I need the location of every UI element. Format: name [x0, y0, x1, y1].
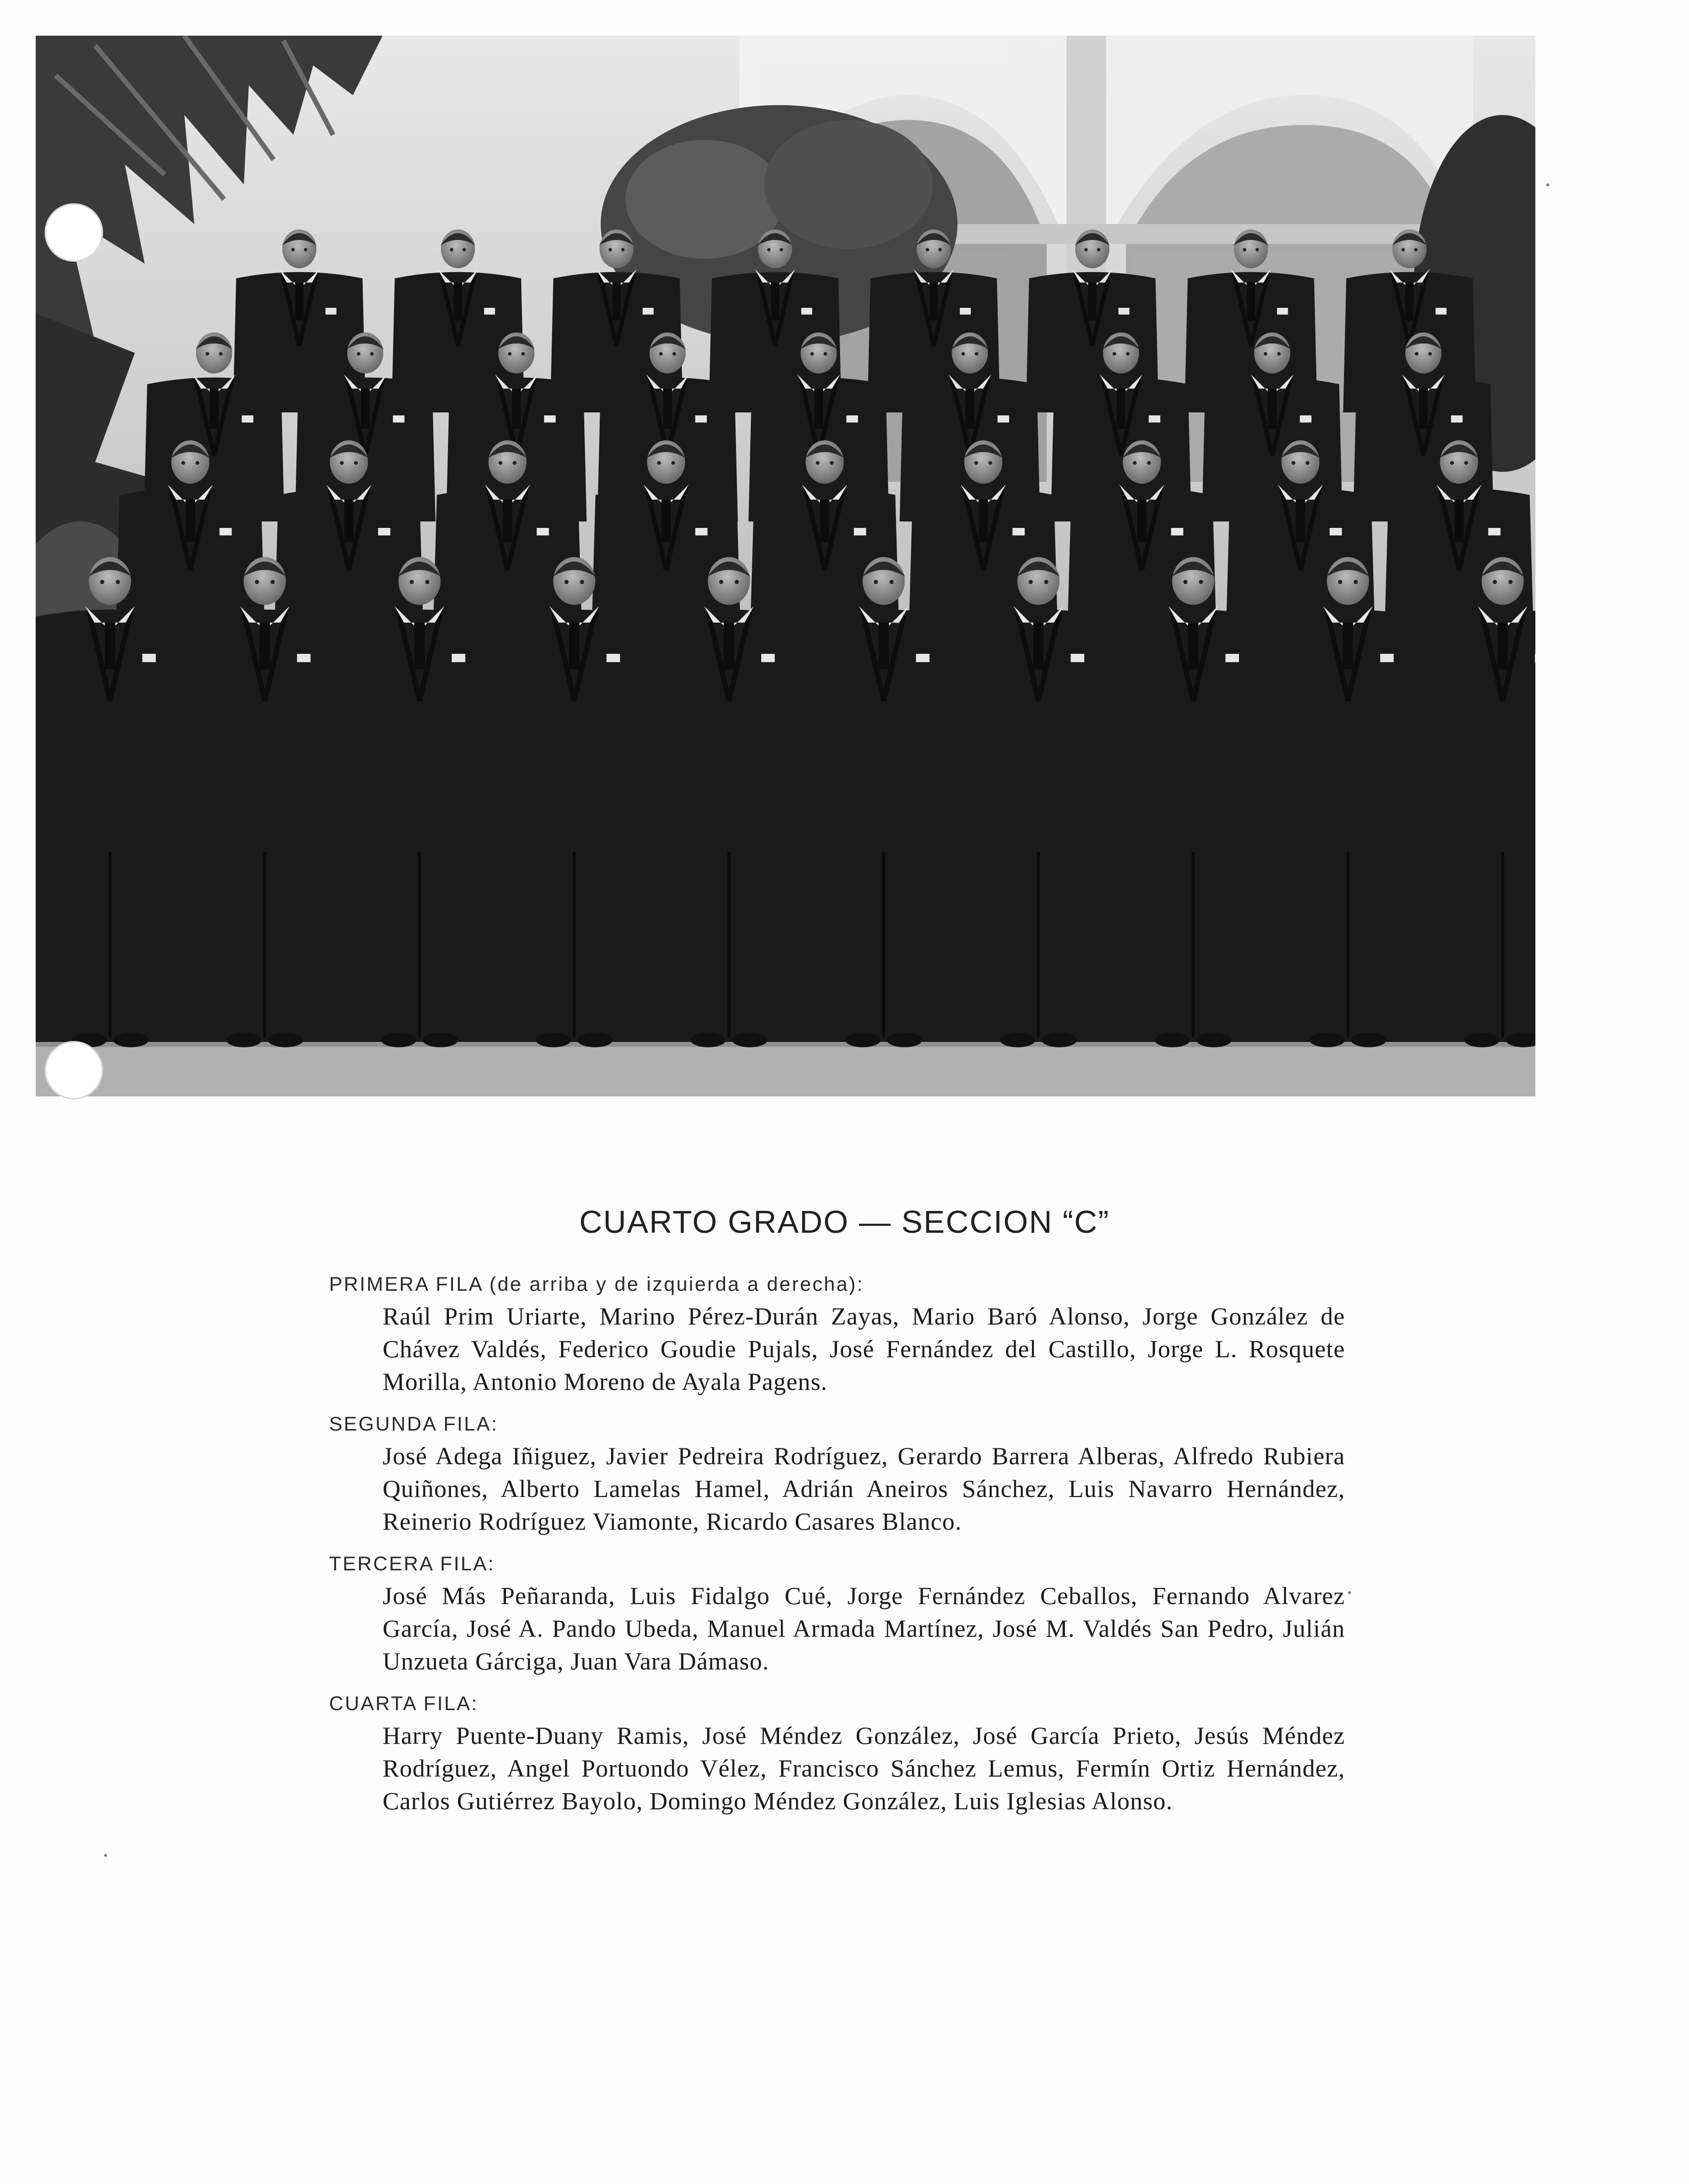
- row-heading: PRIMERA FILA (de arriba y de izquierda a derecha):: [329, 1273, 864, 1295]
- row-names: Raúl Prim Uriarte, Marino Pérez-Durán Zayas, Mario Baró Alonso, Jorge González de Chávez Valdés, Federico Goudie Pujals, José Fernández del Castillo, Jorge L. Rosquete Morilla, Antonio Moreno de Ayala Pagens.: [383, 1302, 1345, 1395]
- student-group: [36, 230, 1535, 1047]
- student: [1111, 557, 1275, 1047]
- scan-speck: [104, 1854, 107, 1857]
- row-heading: SEGUNDA FILA:: [329, 1413, 499, 1435]
- row-section-tercera: [329, 1549, 1345, 1677]
- row-section-cuarta: [329, 1688, 1345, 1817]
- punch-hole: [45, 1041, 103, 1099]
- student: [338, 557, 502, 1047]
- photograph-drawing: [36, 36, 1535, 1096]
- student: [802, 557, 966, 1047]
- class-photograph: [36, 36, 1535, 1096]
- scan-speck: [1546, 183, 1549, 186]
- student: [36, 557, 192, 1047]
- student-row: [36, 557, 1535, 1047]
- student: [1421, 557, 1535, 1047]
- row-names: José Adega Iñiguez, Javier Pedreira Rodríguez, Gerardo Barrera Alberas, Alfredo Rubiera Quiñones, Alberto Lamelas Hamel, Adrián Aneiros Sánchez, Luis Navarro Hernández, Reinerio Rodríguez Viamonte, Ricardo Casares Blanco.: [383, 1442, 1345, 1535]
- student: [1266, 557, 1430, 1047]
- student: [183, 557, 347, 1047]
- row-section-segunda: [329, 1409, 1345, 1538]
- row-section-primera: [329, 1269, 1345, 1398]
- row-heading: CUARTA FILA:: [329, 1693, 479, 1715]
- student: [492, 557, 656, 1047]
- caption-body: [329, 1269, 1345, 1828]
- row-heading: TERCERA FILA:: [329, 1553, 495, 1575]
- caption-title: CUARTO GRADO — SECCION “C”: [579, 1204, 1110, 1240]
- punch-hole: [45, 203, 103, 262]
- row-names: Harry Puente-Duany Ramis, José Méndez González, José García Prieto, Jesús Méndez Rodríguez, Angel Portuondo Vélez, Francisco Sánchez Lemus, Fermín Ortiz Hernández, Carlos Gutiérrez Bayolo, Domingo Méndez González, Luis Iglesias Alonso.: [383, 1722, 1345, 1815]
- scan-speck: [1348, 1591, 1351, 1594]
- ground-pavement: [36, 1047, 1535, 1096]
- student: [647, 557, 811, 1047]
- row-names: José Más Peñaranda, Luis Fidalgo Cué, Jorge Fernández Ceballos, Fernando Alvarez García, José A. Pando Ubeda, Manuel Armada Martínez, José M. Valdés San Pedro, Julián Unzueta Gárciga, Juan Vara Dámaso.: [383, 1582, 1345, 1675]
- student: [957, 557, 1121, 1047]
